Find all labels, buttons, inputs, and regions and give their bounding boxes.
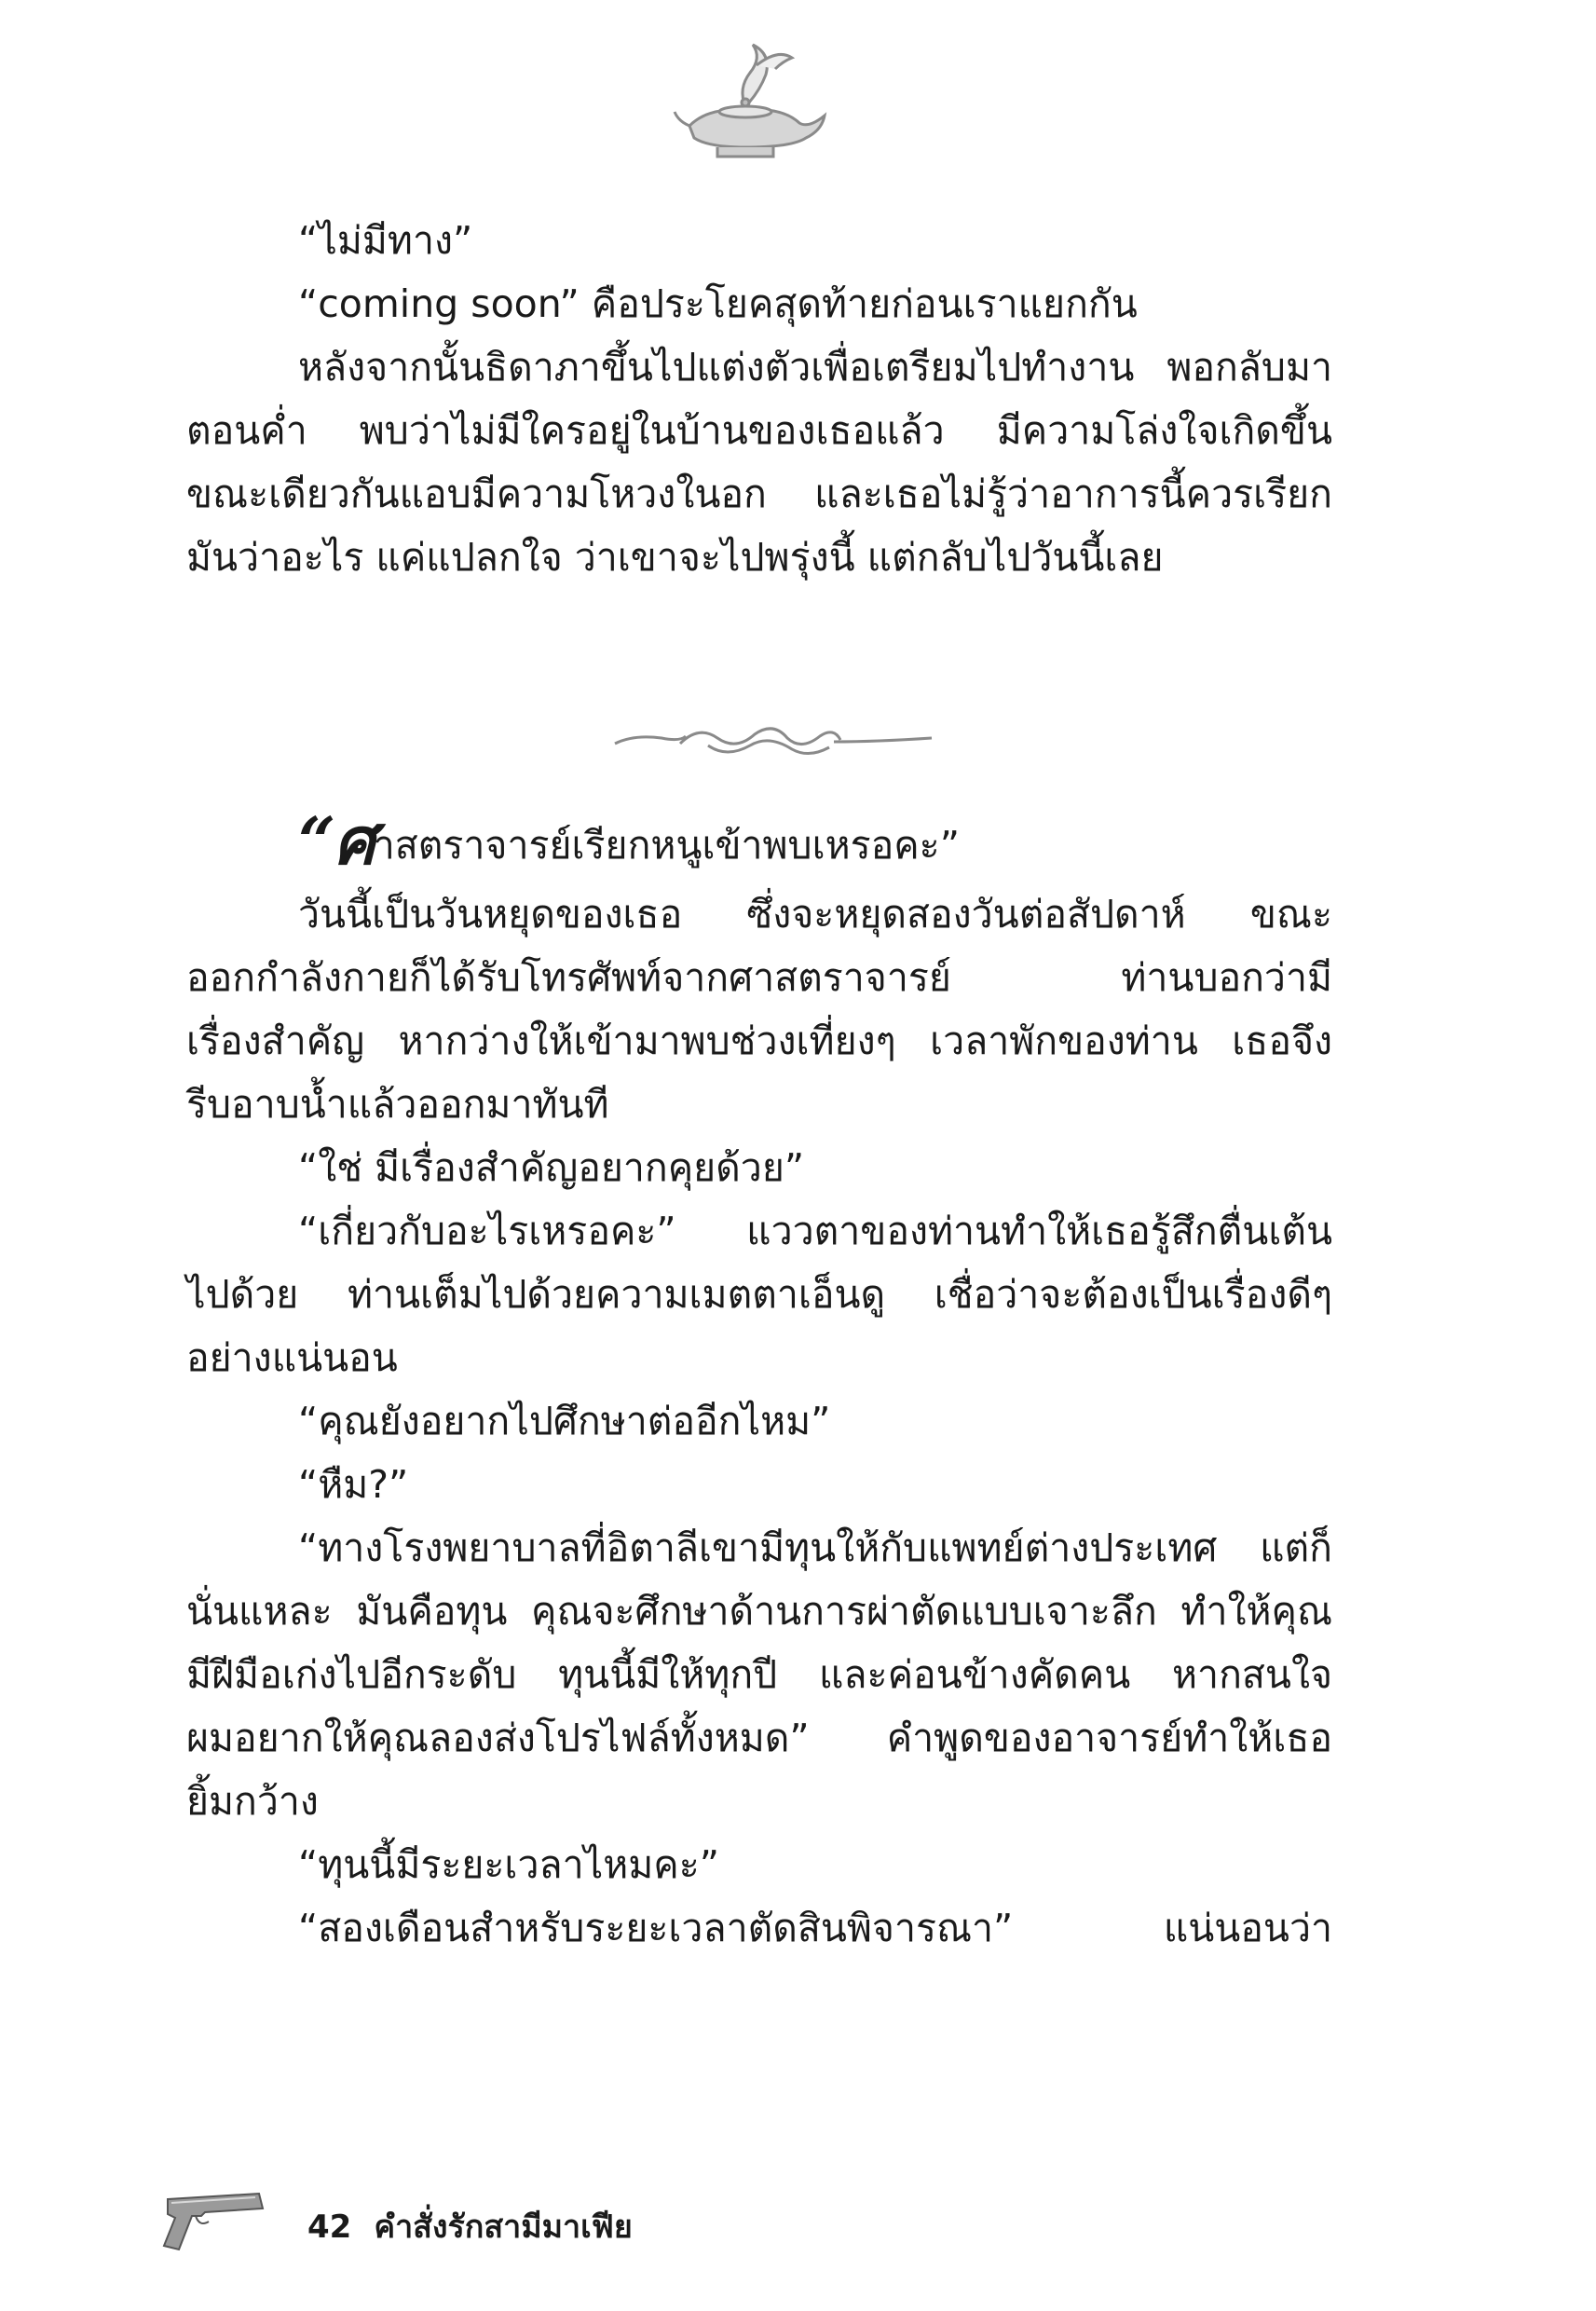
genie-lamp-icon bbox=[652, 37, 839, 168]
text-line: เรื่องสำคัญ หากว่างให้เข้ามาพบช่วงเที่ยงๆ เวลาพักของท่าน เธอจึง bbox=[186, 1019, 1332, 1063]
drop-cap: “ศ bbox=[298, 802, 374, 880]
text-line: ขณะเดียวกันแอบมีความโหวงในอก และเธอไม่รู้ว่าอาการนี้ควรเรียก bbox=[186, 472, 1332, 516]
text-line: “ทางโรงพยาบาลที่อิตาลีเขามีทุนให้กับแพทย์ต่างประเทศ แต่ก็ bbox=[298, 1525, 1332, 1570]
book-title: คำสั่งรักสามีมาเฟีย bbox=[374, 2208, 633, 2246]
page-number: 42 bbox=[307, 2208, 352, 2246]
text-line: ออกกำลังกายก็ได้รับโทรศัพท์จากศาสตราจารย์ ท่านบอกว่ามี bbox=[186, 955, 1332, 1000]
text-line: มีฝีมือเก่งไปอีกระดับ ทุนนี้มีให้ทุกปี และค่อนข้างคัดคน หากสนใจ bbox=[186, 1652, 1332, 1697]
opening-line bbox=[186, 799, 1332, 882]
text-line: “ทุนนี้มีระยะเวลาไหมคะ” bbox=[298, 1842, 719, 1887]
ornament-divider-icon bbox=[596, 708, 950, 773]
opening-line-text: าสตราจารย์เรียกหนูเข้าพบเหรอคะ” bbox=[373, 823, 960, 868]
text-line: วันนี้เป็นวันหยุดของเธอ ซึ่งจะหยุดสองวันต่อสัปดาห์ ขณะ bbox=[298, 892, 1332, 937]
text-line: “เกี่ยวกับอะไรเหรอคะ” แววตาของท่านทำให้เธอรู้สึกตื่นเต้น bbox=[298, 1209, 1332, 1253]
text-line: “coming soon” คือประโยคสุดท้ายก่อนเราแยกกัน bbox=[298, 281, 1138, 326]
text-line: “คุณยังอยากไปศึกษาต่ออีกไหม” bbox=[298, 1399, 831, 1443]
text-line: อย่างแน่นอน bbox=[186, 1335, 398, 1380]
page-footer bbox=[158, 2181, 811, 2255]
text-line: ผมอยากให้คุณลองส่งโปรไฟล์ทั้งหมด” คำพูดของอาจารย์ทำให้เธอ bbox=[186, 1716, 1332, 1760]
text-line: “สองเดือนสำหรับระยะเวลาตัดสินพิจารณา” แน่นอนว่า bbox=[298, 1906, 1332, 1950]
text-line: ไปด้วย ท่านเต็มไปด้วยความเมตตาเอ็นดู เชื่อว่าจะต้องเป็นเรื่องดีๆ bbox=[186, 1272, 1332, 1317]
text-line: มันว่าอะไร แค่แปลกใจ ว่าเขาจะไปพรุ่งนี้ แต่กลับไปวันนี้เลย bbox=[186, 535, 1164, 580]
text-line: ตอนค่ำ พบว่าไม่มีใครอยู่ในบ้านของเธอแล้ว มีความโล่งใจเกิดขึ้น bbox=[186, 408, 1332, 453]
text-line: “ใช่ มีเรื่องสำคัญอยากคุยด้วย” bbox=[298, 1145, 805, 1190]
paragraph-block-top bbox=[186, 209, 1332, 589]
text-line: รีบอาบน้ำแล้วออกมาทันที bbox=[186, 1082, 609, 1127]
text-line: นั่นแหละ มันคือทุน คุณจะศึกษาด้านการผ่าตัดแบบเจาะลึก ทำให้คุณ bbox=[186, 1589, 1332, 1634]
text-line: หลังจากนั้นธิดาภาขึ้นไปแต่งตัวเพื่อเตรียมไปทำงาน พอกลับมา bbox=[298, 345, 1332, 390]
text-line: “หืม?” bbox=[298, 1462, 409, 1507]
folio bbox=[307, 2201, 633, 2251]
pistol-icon bbox=[158, 2181, 270, 2255]
text-line: ยิ้มกว้าง bbox=[186, 1779, 319, 1824]
text-line: “ไม่มีทาง” bbox=[298, 218, 473, 263]
paragraph-block-bottom bbox=[186, 799, 1332, 1960]
